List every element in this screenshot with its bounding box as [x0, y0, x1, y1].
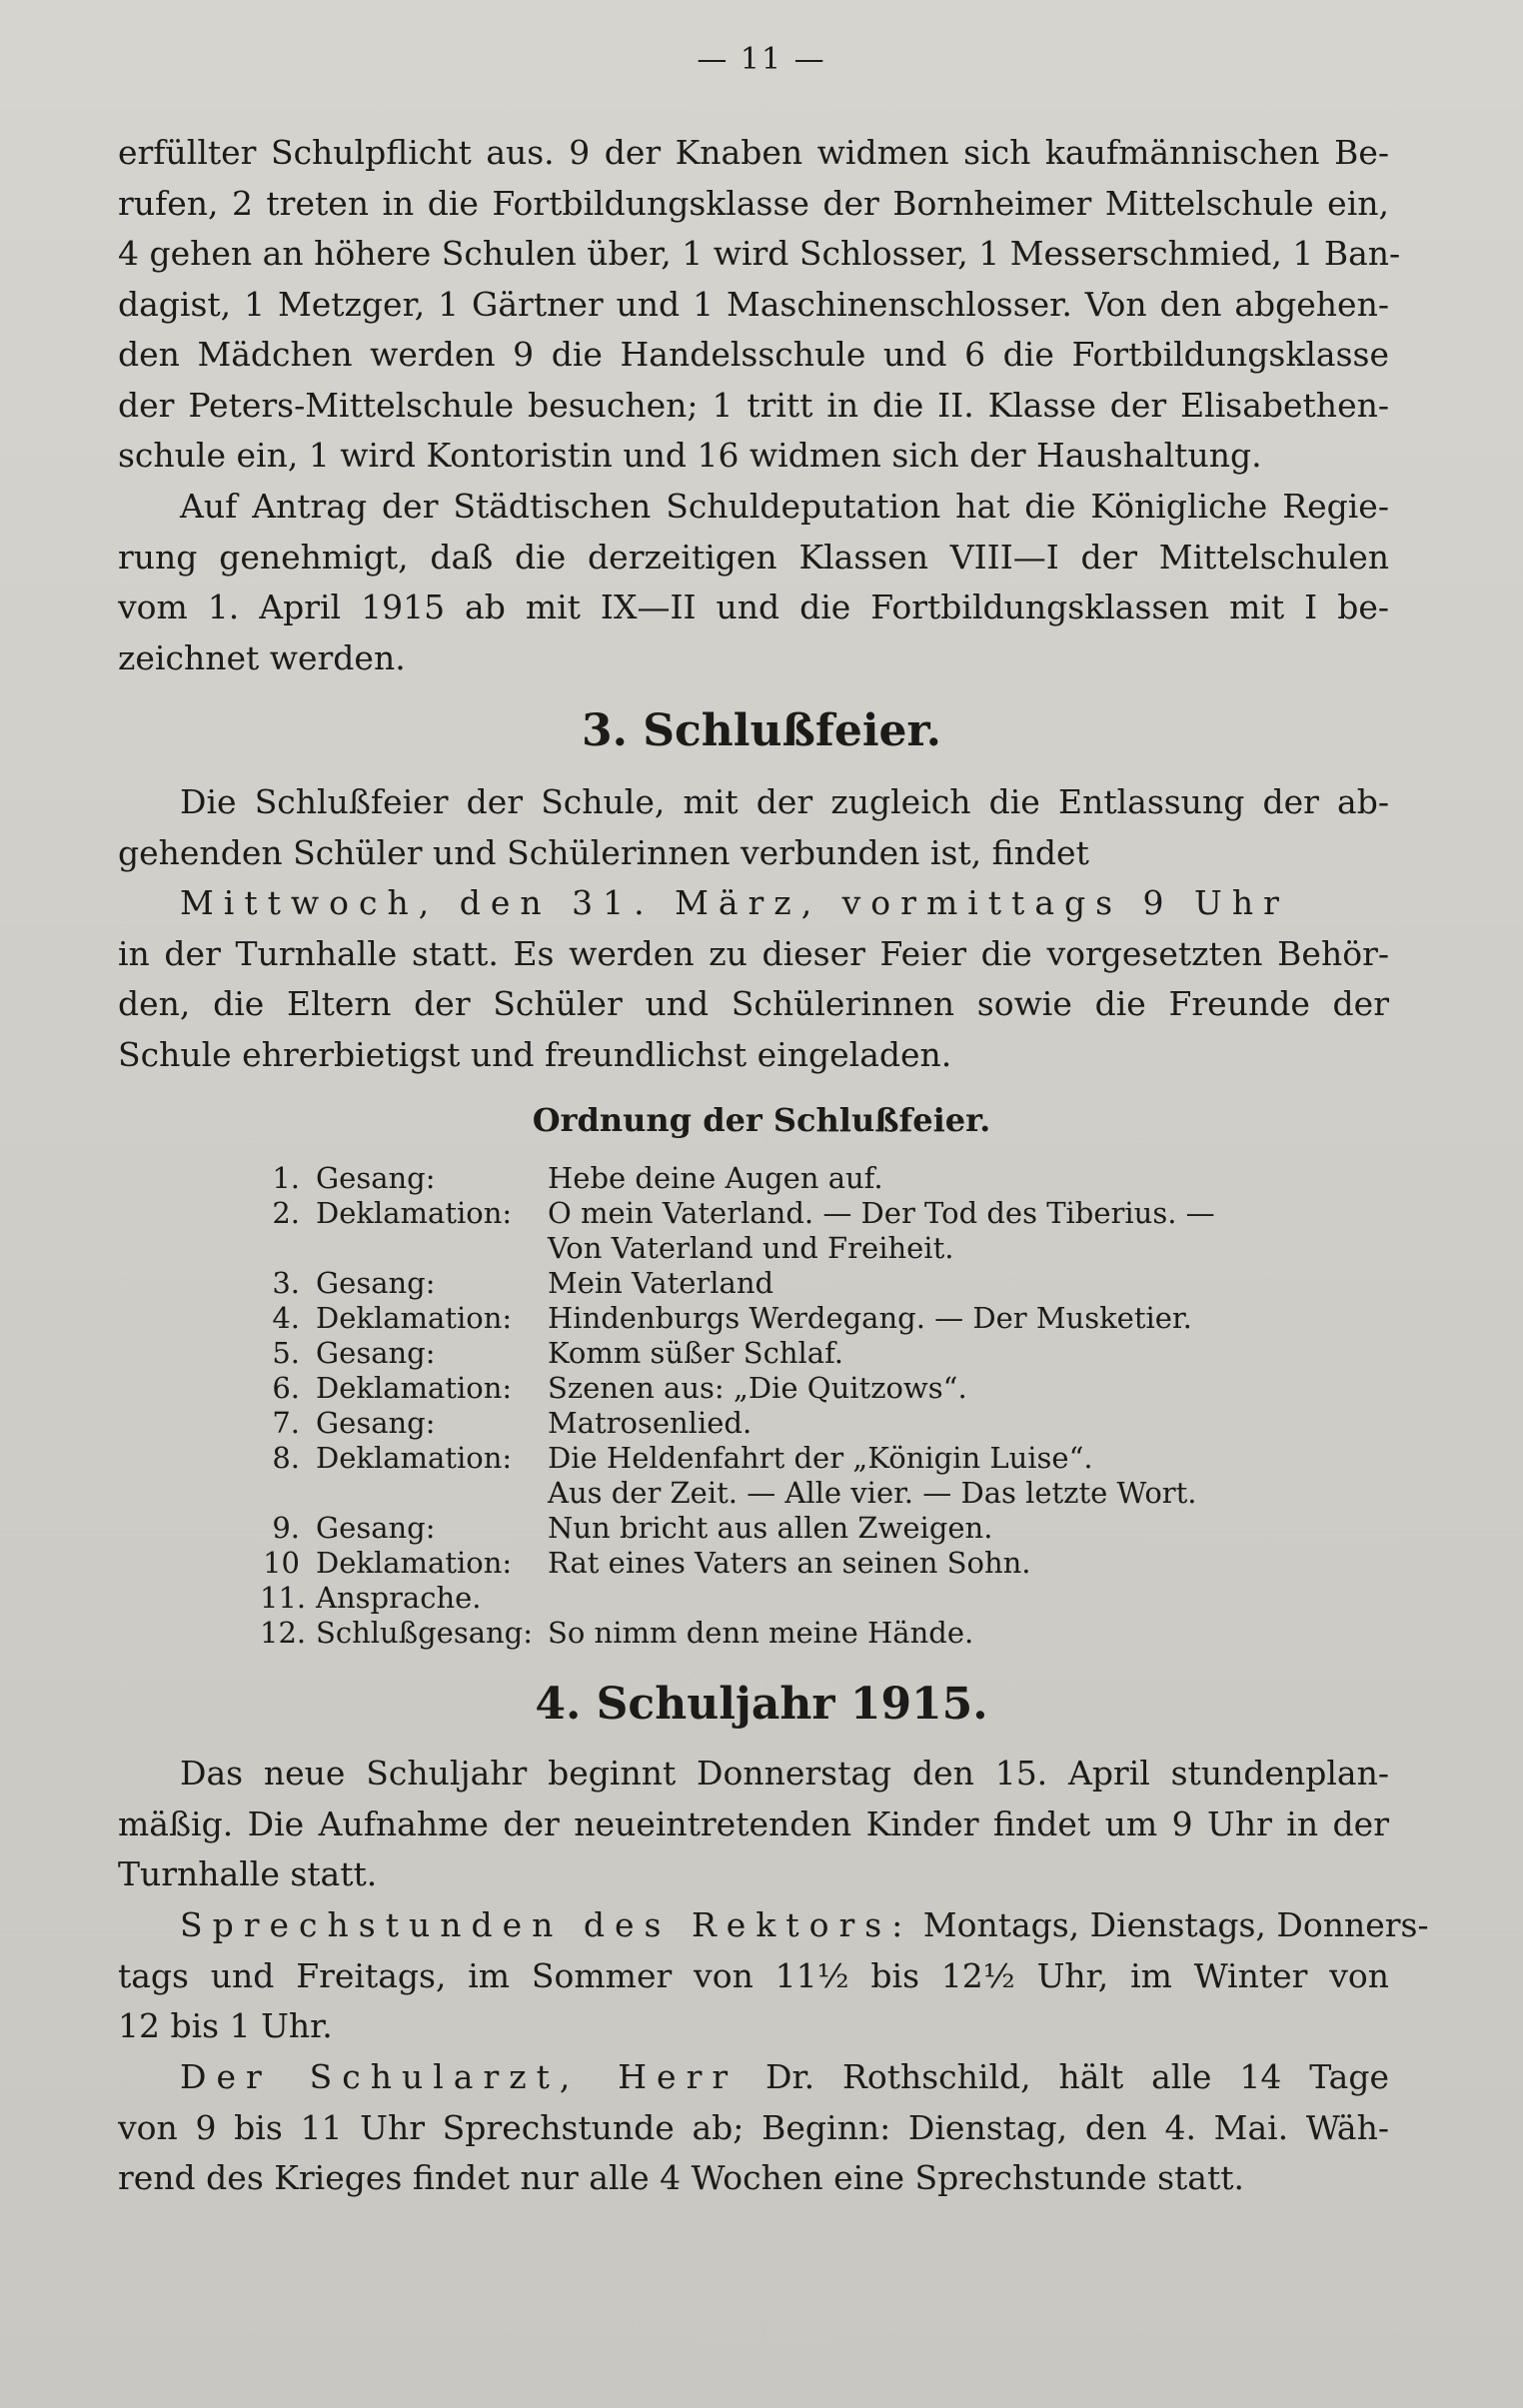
program-item-number: 12.	[260, 1616, 307, 1650]
program-item-number: 7.	[272, 1406, 300, 1440]
paragraph-graduates	[118, 128, 1401, 482]
program-heading: Ordnung der Schlußfeier.	[532, 1101, 991, 1139]
program-item	[260, 1581, 1359, 1616]
program-item-number: 1.	[272, 1161, 300, 1195]
program-item	[260, 1266, 1359, 1301]
program-item-type: Deklamation:	[316, 1301, 513, 1335]
program-item-title: Hindenburgs Werdegang. — Der Musketier.	[548, 1301, 1192, 1335]
paragraph-school-doctor	[118, 2052, 1389, 2204]
paragraph-ceremony	[118, 777, 1389, 1080]
program-item	[260, 1476, 1359, 1511]
program-item-number: 6.	[272, 1371, 300, 1405]
program-item	[260, 1161, 1359, 1196]
section-heading-schuljahr: 4. Schuljahr 1915.	[535, 1679, 988, 1730]
program-item-title: Hebe deine Augen auf.	[548, 1161, 883, 1195]
text-line	[118, 2052, 1389, 2103]
text-line: vom 1. April 1915 ab mit IX—II und die Fortbildungsklassen mit I be-	[118, 588, 1389, 626]
text-line: zeichnet werden.	[118, 637, 406, 677]
program-item-title: Komm süßer Schlaf.	[548, 1336, 844, 1370]
paragraph-school-year	[118, 1749, 1389, 1900]
program-item	[260, 1511, 1359, 1546]
text-line: Die Schlußfeier der Schule, mit der zugleich die Entlassung der ab-	[180, 782, 1389, 821]
text-line: von 9 bis 11 Uhr Sprechstunde ab; Beginn: Dienstag, den 4. Mai. Wäh-	[118, 2107, 1389, 2147]
text-line: Turnhalle statt.	[118, 1854, 378, 1893]
program-item-type: Gesang:	[316, 1406, 436, 1440]
text-line: den Mädchen werden 9 die Handelsschule und 6 die Fortbildungsklasse	[118, 335, 1389, 374]
text-line: den, die Eltern der Schüler und Schülerinnen sowie die Freunde der	[118, 984, 1389, 1023]
text-line: tags und Freitags, im Sommer von 11½ bis 12½ Uhr, im Winter von	[118, 1955, 1389, 1995]
program-item	[260, 1616, 1359, 1651]
program-item-type: Deklamation:	[316, 1546, 513, 1580]
text-line: rufen, 2 treten in die Fortbildungsklasse der Bornheimer Mittelschule ein,	[118, 183, 1389, 223]
program-item-title: Nun bricht aus allen Zweigen.	[548, 1511, 993, 1545]
ceremony-date: Mittwoch, den 31. März, vormittags 9 Uhr	[180, 883, 1289, 922]
program-item-number: 10	[263, 1546, 300, 1580]
program-item-number: 2.	[272, 1196, 300, 1230]
text-line: dagist, 1 Metzger, 1 Gärtner und 1 Maschinenschlosser. Von den abgehen-	[118, 284, 1389, 324]
program-item-title: Mein Vaterland	[548, 1266, 774, 1300]
school-doctor-lead: Der Schularzt, Herr	[180, 2057, 739, 2096]
text-line: rung genehmigt, daß die derzeitigen Klassen VIII—I der Mittelschulen	[118, 537, 1389, 577]
program-item-title: Aus der Zeit. — Alle vier. — Das letzte Wort.	[548, 1476, 1197, 1510]
text-line: erfüllter Schulpflicht aus. 9 der Knaben widmen sich kaufmännischen Be-	[118, 133, 1389, 172]
office-hours-lead: Sprechstunden des Rektors:	[180, 1905, 913, 1944]
text-line: der Peters-Mittelschule besuchen; 1 tritt in die II. Klasse der Elisabethen-	[118, 385, 1389, 425]
school-doctor-name: Dr. Rothschild, hält alle 14 Tage	[765, 2057, 1389, 2096]
text-line: Schule ehrerbietigst und freundlichst eingeladen.	[118, 1034, 952, 1074]
office-hours-days: Montags, Dienstags, Donners-	[922, 1905, 1429, 1944]
program-item-type: Schlußgesang:	[316, 1616, 534, 1650]
program-item-title: Von Vaterland und Freiheit.	[548, 1231, 954, 1265]
program-item	[260, 1336, 1359, 1371]
text-line: schule ein, 1 wird Kontoristin und 16 widmen sich der Haushaltung.	[118, 436, 1262, 475]
program-item-title: O mein Vaterland. — Der Tod des Tiberius. —	[548, 1196, 1215, 1230]
text-line	[118, 1900, 1429, 1951]
text-line: mäßig. Die Aufnahme der neueintretenden Kinder findet um 9 Uhr in der	[118, 1804, 1389, 1843]
program-item-number: 5.	[272, 1336, 300, 1370]
program-item-title: Die Heldenfahrt der „Königin Luise“.	[548, 1441, 1093, 1475]
text-line: Auf Antrag der Städtischen Schuldeputation hat die Königliche Regie-	[180, 487, 1389, 526]
program-item	[260, 1371, 1359, 1406]
program-item	[260, 1546, 1359, 1581]
section-heading-schlussfeier: 3. Schlußfeier.	[581, 705, 942, 756]
program-item-title: Matrosenlied.	[548, 1406, 753, 1440]
text-line: 4 gehen an höhere Schulen über, 1 wird Schlosser, 1 Messerschmied, 1 Ban-	[118, 234, 1401, 273]
program-item	[260, 1441, 1359, 1476]
text-line: gehenden Schüler und Schülerinnen verbunden ist, findet	[118, 832, 1089, 872]
program-item-type: Gesang:	[316, 1161, 436, 1195]
program-item-type: Deklamation:	[316, 1196, 513, 1230]
program-item	[260, 1196, 1359, 1231]
page-number: — 11 —	[697, 42, 826, 77]
program-item-type: Gesang:	[316, 1266, 436, 1300]
program-item-type: Ansprache.	[316, 1581, 482, 1615]
program-item-type: Gesang:	[316, 1336, 436, 1370]
paragraph-office-hours	[118, 1900, 1429, 2052]
program-item-title: So nimm denn meine Hände.	[548, 1616, 974, 1650]
program-item-number: 3.	[272, 1266, 300, 1300]
program-item	[260, 1301, 1359, 1336]
program-item	[260, 1406, 1359, 1441]
program-item-type: Deklamation:	[316, 1371, 513, 1405]
text-line: in der Turnhalle statt. Es werden zu dieser Feier die vorgesetzten Behör-	[118, 933, 1389, 973]
program-item-type: Deklamation:	[316, 1441, 513, 1475]
program-item-number: 9.	[272, 1511, 300, 1545]
text-line: 12 bis 1 Uhr.	[118, 2006, 333, 2045]
program-item-title: Rat eines Vaters an seinen Sohn.	[548, 1546, 1031, 1580]
program-item-title: Szenen aus: „Die Quitzows“.	[548, 1371, 967, 1405]
program-item-number: 11.	[260, 1581, 307, 1615]
text-line: Das neue Schuljahr beginnt Donnerstag den 15. April stundenplan-	[180, 1754, 1389, 1793]
program-item-number: 4.	[272, 1301, 300, 1335]
ceremony-program	[260, 1161, 1359, 1651]
program-item-type: Gesang:	[316, 1511, 436, 1545]
text-line: rend des Krieges findet nur alle 4 Wochen eine Sprechstunde statt.	[118, 2158, 1244, 2197]
program-item	[260, 1231, 1359, 1266]
program-item-number: 8.	[272, 1441, 300, 1475]
paragraph-class-renaming	[118, 482, 1389, 683]
